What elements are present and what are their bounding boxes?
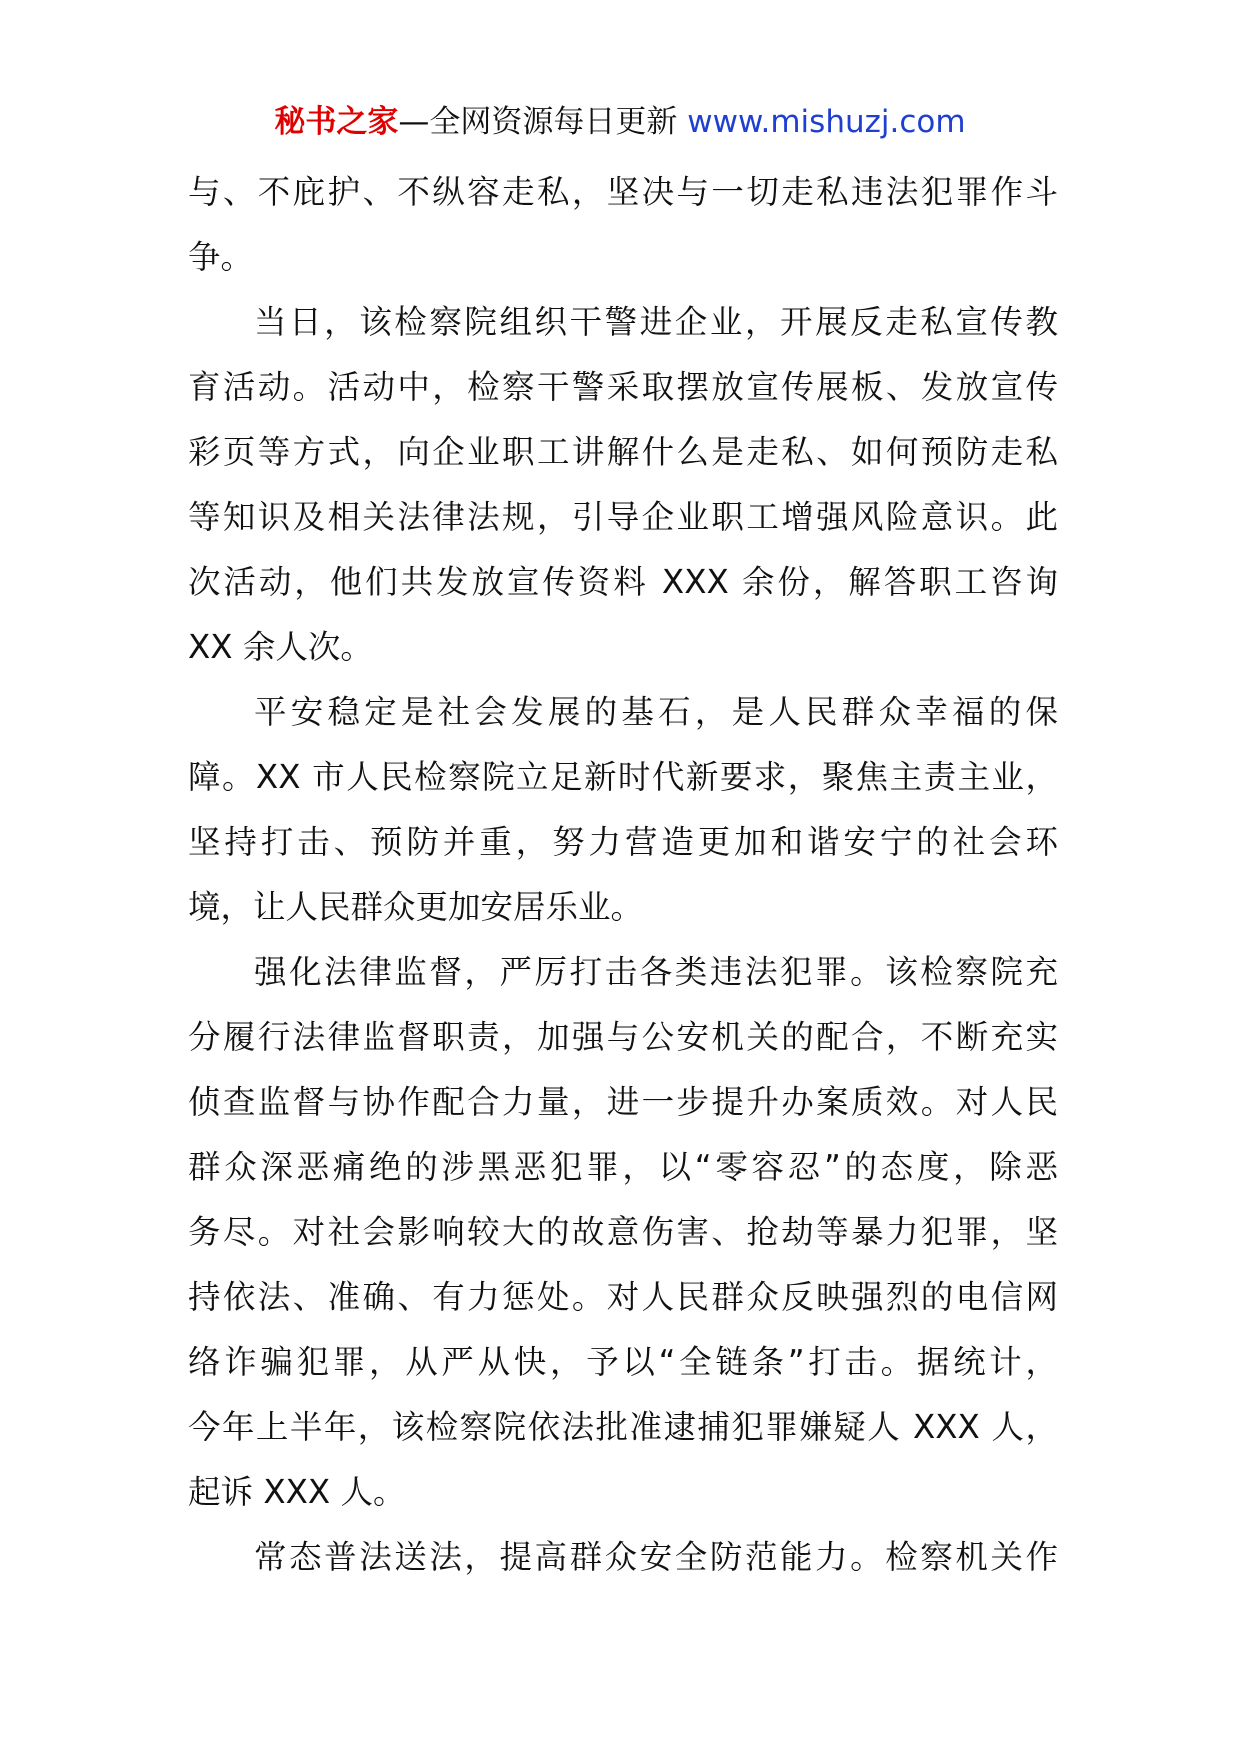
site-header — [0, 100, 1240, 144]
text-line: 务尽。对社会影响较大的故意伤害、抢劫等暴力犯罪，坚 — [188, 1213, 1058, 1251]
text-line: 今年上半年，该检察院依法批准逮捕犯罪嫌疑人 XXX 人， — [188, 1408, 1058, 1446]
text-line: 等知识及相关法律法规，引导企业职工增强风险意识。此 — [188, 498, 1058, 536]
text-line: 持依法、准确、有力惩处。对人民群众反映强烈的电信网 — [188, 1278, 1058, 1316]
text-line: 次活动，他们共发放宣传资料 XXX 余份，解答职工咨询 — [188, 563, 1058, 601]
text-line: 争。 — [188, 238, 254, 276]
text-line: 平安稳定是社会发展的基石，是人民群众幸福的保 — [254, 693, 1058, 731]
text-line: 群众深恶痛绝的涉黑恶犯罪，以“零容忍”的态度，除恶 — [188, 1148, 1058, 1186]
text-line: 与、不庇护、不纵容走私，坚决与一切走私违法犯罪作斗 — [188, 173, 1058, 211]
text-line: 常态普法送法，提高群众安全防范能力。检察机关作 — [254, 1538, 1058, 1576]
text-line: 彩页等方式，向企业职工讲解什么是走私、如何预防走私 — [188, 433, 1058, 471]
site-tagline: —全网资源每日更新 — [398, 104, 678, 140]
text-line: 侦查监督与协作配合力量，进一步提升办案质效。对人民 — [188, 1083, 1058, 1121]
text-line: 障。XX 市人民检察院立足新时代新要求，聚焦主责主业， — [188, 758, 1058, 796]
text-line: XX 余人次。 — [188, 628, 373, 666]
site-url[interactable]: www.mishuzj.com — [687, 104, 966, 140]
text-line: 坚持打击、预防并重，努力营造更加和谐安宁的社会环 — [188, 823, 1058, 861]
text-line: 起诉 XXX 人。 — [188, 1473, 406, 1511]
text-line: 育活动。活动中，检察干警采取摆放宣传展板、发放宣传 — [188, 368, 1058, 406]
text-line: 络诈骗犯罪，从严从快，予以“全链条”打击。据统计， — [188, 1343, 1058, 1381]
text-line: 强化法律监督，严厉打击各类违法犯罪。该检察院充 — [254, 953, 1058, 991]
site-brand: 秘书之家 — [274, 104, 399, 140]
article-body — [188, 160, 1058, 1590]
text-line: 分履行法律监督职责，加强与公安机关的配合，不断充实 — [188, 1018, 1058, 1056]
text-line: 当日，该检察院组织干警进企业，开展反走私宣传教 — [254, 303, 1058, 341]
text-line: 境，让人民群众更加安居乐业。 — [188, 888, 644, 926]
